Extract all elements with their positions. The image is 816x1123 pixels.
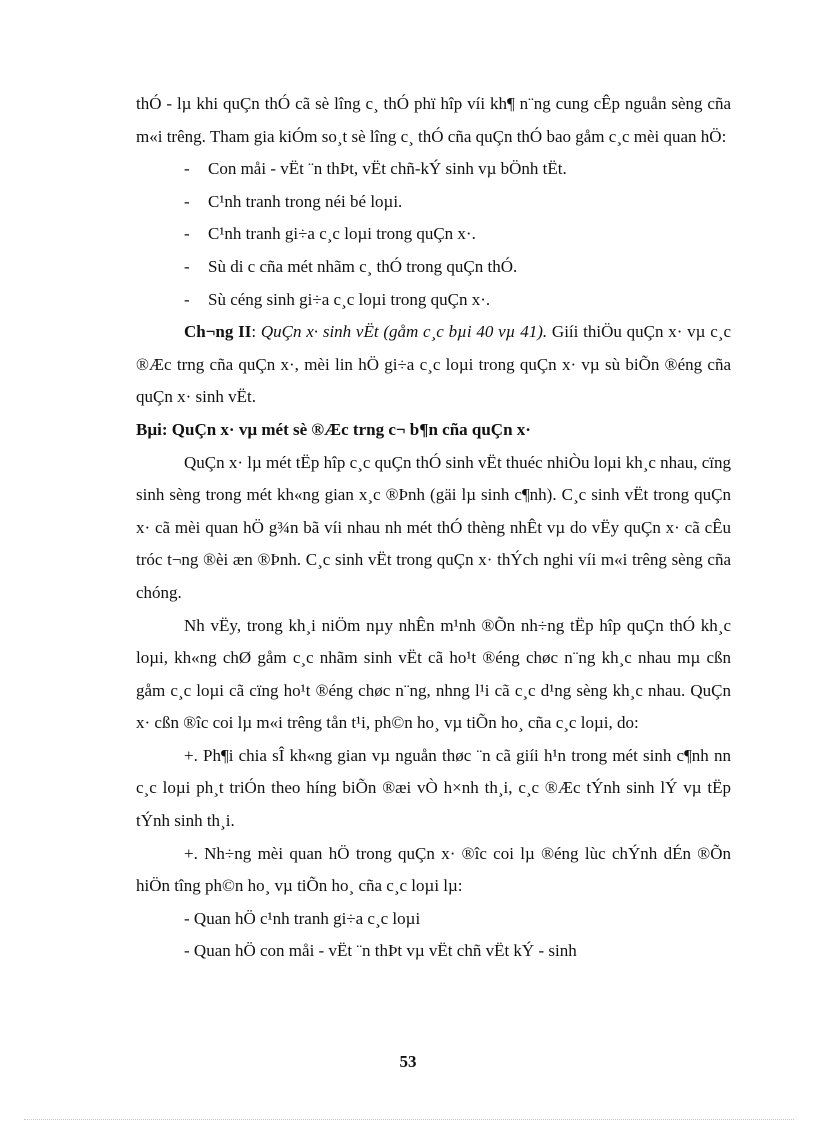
chapter-description: Giíi thiÖu quÇn x· vµ c¸c ®Æc trng cña quÇn x·, mèi lin hÖ gi÷a c¸c loµi trong quÇn x· vµ sù biÕn ®éng cña quÇn x· sinh vËt.: [136, 322, 731, 407]
bullet-dash: -: [184, 289, 190, 309]
bullet-text: Sù di c cña mét nhãm c¸ thÓ trong quÇn thÓ.: [208, 256, 518, 276]
bullet-text: Sù céng sinh gi÷a c¸c loµi trong quÇn x·.: [208, 289, 491, 309]
plus-item: +. Ph¶i chia sÎ kh«ng gian vµ nguån thøc ¨n cã giíi h¹n trong mét sinh c¶nh nn c¸c loµi ph¸t triÓn theo híng biÕn ®æi vÒ h×nh th¸i, c¸c ®Æc tÝnh sinh lÝ vµ tËp tÝnh sinh th¸i.: [136, 745, 731, 831]
page-bottom-divider: [24, 1119, 794, 1120]
bullet-dash: -: [184, 159, 190, 179]
bullet-text: C¹nh tranh gi÷a c¸c loµi trong quÇn x·.: [208, 224, 476, 244]
relationship-item: - Quan hÖ con måi - vËt ¨n thÞt vµ vËt chñ vËt kÝ - sinh: [184, 941, 577, 961]
chapter-colon: :: [251, 322, 261, 342]
bullet-item: [136, 284, 731, 317]
page-number: 53: [399, 1052, 417, 1071]
chapter-paragraph: [136, 316, 731, 414]
chapter-label: Ch¬ng II: [184, 322, 252, 342]
relationship-item: - Quan hÖ c¹nh tranh gi÷a c¸c loµi: [184, 908, 421, 928]
chapter-title: QuÇn x· sinh vËt (gåm c¸c bµi 40 vµ 41).: [260, 322, 548, 342]
intro-paragraph: thÓ - lµ khi quÇn thÓ cã sè lîng c¸ thÓ phï hîp víi kh¶ n¨ng cung cÊp nguån sèng cña m«i trêng. Tham gia kiÓm so¸t sè lîng c¸ thÓ cña quÇn thÓ bao gåm c¸c mèi quan hÖ:: [136, 94, 731, 146]
community-concept-paragraph: Nh vËy, trong kh¸i niÖm nµy nhÊn m¹nh ®Õn nh÷ng tËp hîp quÇn thÓ kh¸c loµi, kh«ng chØ gåm c¸c nhãm sinh vËt cã ho¹t ®éng chøc n¨ng kh¸c nhau mµ cßn gåm c¸c loµi cã cïng ho¹t ®éng chøc n¨ng, nhng l¹i cã c¸c d¹ng sèng kh¸c nhau. QuÇn x· cßn ®îc coi lµ m«i trêng tån t¹i, ph©n ho¸ vµ tiÕn ho¸ cña c¸c loµi, do:: [136, 615, 731, 733]
lesson-heading: Bµi: QuÇn x· vµ mét sè ®Æc trng c¬ b¶n cña quÇn x·: [136, 419, 531, 439]
bullet-item: [136, 186, 731, 219]
bullet-item: [136, 251, 731, 284]
bullet-item: [136, 153, 731, 186]
community-definition-paragraph: QuÇn x· lµ mét tËp hîp c¸c quÇn thÓ sinh vËt thuéc nhiÒu loµi kh¸c nhau, cïng sinh sèng trong mét kh«ng gian x¸c ®Þnh (gäi lµ sinh c¶nh). C¸c sinh vËt trong quÇn x· cã mèi quan hÖ g¾n bã víi nhau nh mét thÓ thèng nhÊt vµ do vËy quÇn x· cã cÊu tróc t¬ng ®èi æn ®Þnh. C¸c sinh vËt trong quÇn x· thÝch nghi víi m«i trêng sèng cña chóng.: [136, 452, 731, 602]
page-body: [136, 88, 731, 968]
bullet-dash: -: [184, 224, 190, 244]
bullet-text: C¹nh tranh trong néi bé loµi.: [208, 191, 403, 211]
bullet-item: [136, 218, 731, 251]
bullet-text: Con måi - vËt ¨n thÞt, vËt chñ-kÝ sinh vµ bÖnh tËt.: [208, 159, 567, 179]
bullet-dash: -: [184, 256, 190, 276]
bullet-dash: -: [184, 191, 190, 211]
plus-item: +. Nh÷ng mèi quan hÖ trong quÇn x· ®îc coi lµ ®éng lùc chÝnh dÉn ®Õn hiÖn tîng ph©n ho¸ vµ tiÕn ho¸ cña c¸c loµi lµ:: [136, 843, 731, 896]
